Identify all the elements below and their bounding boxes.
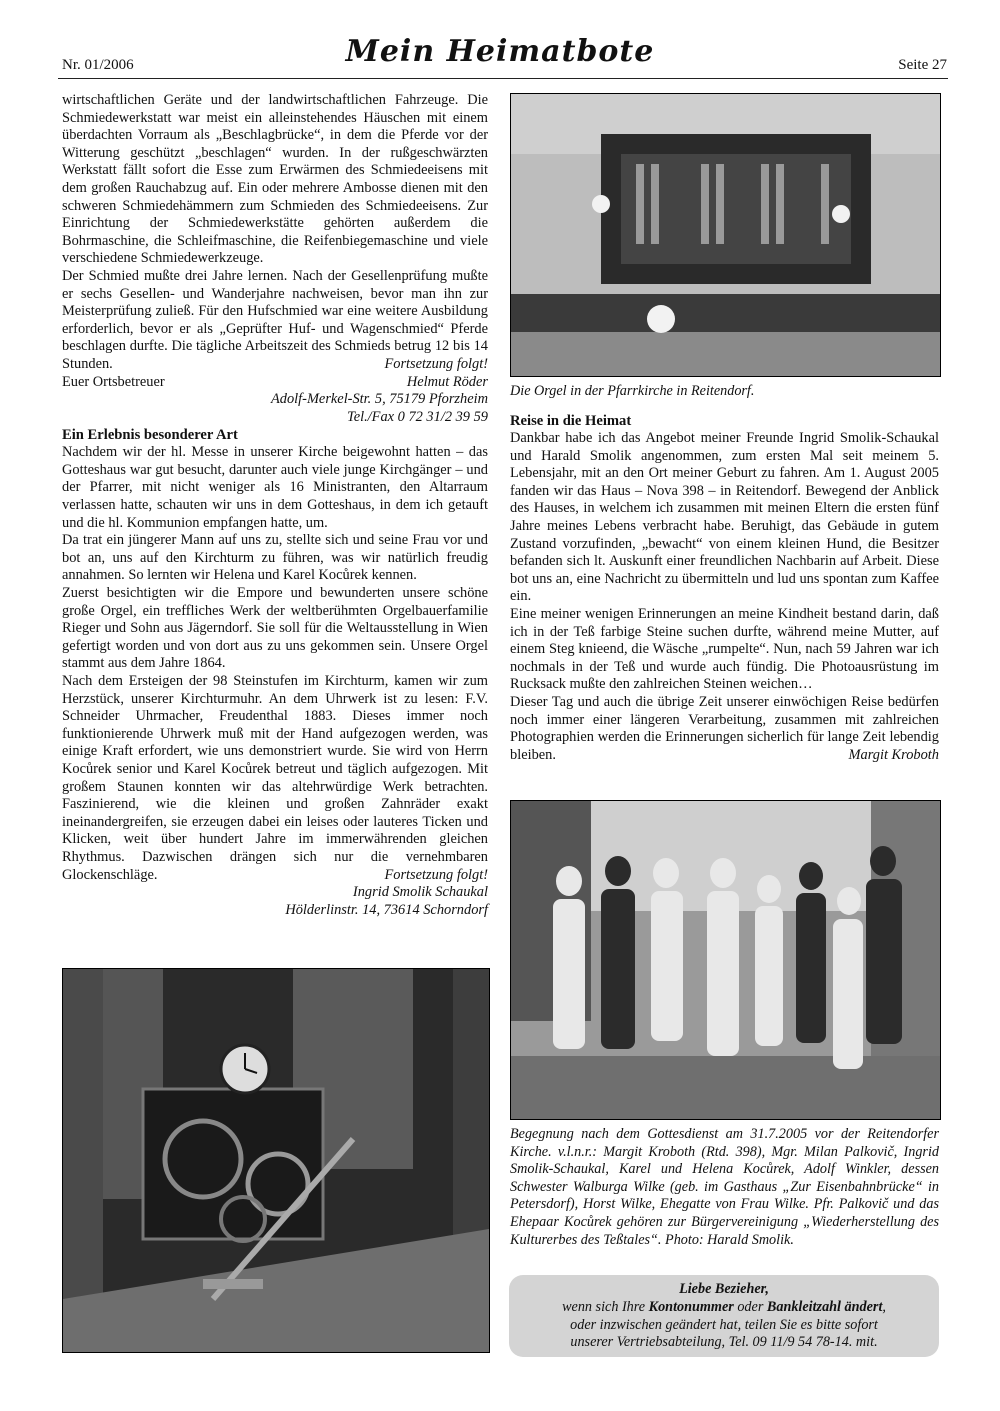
erlebnis-paragraph-4: Nach dem Ersteigen der 98 Steinstufen im Kirchturm, kamen wir zum Herzstück, unserer Kirchturmuhr. An dem Uhrwerk ist zu lesen: F.V. Schneider Uhrmacher, Freudenthal 1883. Dieses immer noch funktionierende Uhrwerk muß mit der Hand aufgezogen werden, was einige Kraft erfordert, wie uns demonstriert wurde. Sie wird von Herrn Kocůrek senior und Karel Kocůrek betreut und täglich aufgezogen. Mit großem Staunen konnten wir das altehrwürdige Werk betrachten. Faszinierend, wie die kleinen und großen Zahnräder exakt ineinandergreifen, sie erzeugen dabei ein leises oder lauteres Ticken und Klicken, weit über hundert Jahre im immerwährenden gleichen Rhythmus. Dazwischen drängen sich nur die vernehmbaren Glockenschläge. Fortsetzung folgt!: [62, 673, 488, 883]
signature-kroboth: Margit Kroboth: [848, 746, 939, 763]
subscriber-notice: [509, 1275, 939, 1357]
group-photo: [510, 800, 941, 1120]
erlebnis-paragraph-1: Nachdem wir der hl. Messe in unserer Kirche beigewohnt hatten – das Gotteshaus war gut besucht, darunter auch viele junge Kirchgänger – und der Pfarrer, mit nicht weniger als 16 Ministranten, den Altarraum verlassen hatte, schauten wir uns in dem Gotteshaus, in dem ich getauft und die hl. Kommunion empfangen hatte, um.: [62, 444, 488, 531]
smolik-address: Hölderlinstr. 14, 73614 Schorndorf: [285, 901, 488, 918]
issue-number: Nr. 01/2006: [62, 57, 134, 73]
article-heading-reise: Reise in die Heimat: [510, 413, 632, 429]
blacksmith-paragraph-1: wirtschaftlichen Geräte und der landwirtschaftlichen Fahrzeuge. Die Schmiedewerkstatt war meist ein alleinstehendes Häuschen mit einem überdachten Vorraum als „Beschlagbrücke“, in dem die Pferde vor der Witterung geschützt „beschlagen“ wurden. In der rußgeschwärzten Werkstatt fällt sofort die Esse zum Erwärmen des Schmiedeeisens mit dem großen Rauchabzug auf. Ein oder mehrere Ambosse dienen mit den schweren Schmiedehämmern zum Schmieden des Schmiedeeisens. Zur Einrichtung der Schmiedewerkstätte gehörten außerdem die Bohrmaschine, die Schleifmaschine, die Reifenbiegemaschine und viele verschiedene Schmiedewerkzeuge.: [62, 92, 488, 267]
masthead-title: Mein Heimatbote: [345, 34, 655, 69]
page-number: Seite 27: [898, 57, 947, 73]
reise-paragraph-1: Dankbar habe ich das Angebot meiner Freunde Ingrid Smolik-Schaukal und Harald Smolik angenommen, zum ersten Mal seit meinem 5. Lebensjahr, mit an den Ort meiner Geburt zu fahren. Am 1. August 2005 fanden wir das Haus – Nova 398 – in Reitendorf. Bewegend der Anblick des Hauses, in welchem ich zusammen mit meinen Eltern die ersten fünf Jahre meines Lebens verbracht habe. Beruhigt, das Gebäude in gutem Zustand vorzufinden, „bewacht“ von einem kleinen Hund, die Besitzer befanden sich lt. Auskunft einer freundlichen Nachbarin auf Arbeit. Diese bot uns an, eine Nachricht zu übermitteln und lud uns spontan zum Kaffee ein.: [510, 430, 939, 605]
signature-smolik: Ingrid Smolik Schaukal: [352, 884, 488, 901]
tower-clock-illustration: [63, 969, 489, 1352]
header-rule: [58, 78, 948, 79]
continued-note-1: Fortsetzung folgt!: [384, 355, 488, 372]
left-column: [62, 92, 488, 919]
notice-line-3: unserer Vertriebsabteilung, Tel. 09 11/9 54 78-14. mit.: [570, 1334, 878, 1351]
article-heading-erlebnis: Ein Erlebnis besonderer Art: [62, 427, 238, 444]
erlebnis-paragraph-2: Da trat ein jüngerer Mann auf uns zu, stellte sich und seine Frau vor und bot an, uns auf den Kirchturm zu führen, was wir natürlich freudig annahmen. So lernten wir Helena und Karel Kocůrek kennen.: [62, 532, 488, 584]
right-column: [510, 412, 939, 764]
ortsbetreuer-line: Euer Ortsbetreuer Helmut Röder: [62, 373, 488, 390]
notice-line-1: wenn sich Ihre Kontonummer oder Bankleitzahl ändert,: [562, 1298, 886, 1315]
notice-title: Liebe Bezieher,: [679, 1281, 769, 1297]
signature-roeder: Helmut Röder: [406, 373, 488, 390]
tower-clock-photo: [62, 968, 490, 1353]
reise-paragraph-3: Dieser Tag und auch die übrige Zeit unserer einwöchigen Reise bedürfen noch immer einer längeren Verarbeitung, zusammen mit zahlreichen Photographien werden die Erinnerungen sicherlich für lange Zeit lebendig bleiben. Margit Kroboth: [510, 693, 939, 763]
roeder-address: Adolf-Merkel-Str. 5, 75179 Pforzheim: [270, 391, 488, 408]
organ-illustration: [511, 94, 940, 376]
erlebnis-paragraph-3: Zuerst besichtigten wir die Empore und bewunderten unsere schöne große Orgel, ein treffliches Werk der weltberühmten Orgelbauerfamilie Rieger und Sohn aus Jägerndorf. Sie soll für die Weltausstellung in Wien gefertigt worden und von dort aus zu uns gekommen sein. Unsere Orgel stammt aus dem Jahre 1864.: [62, 585, 488, 672]
reise-paragraph-2: Eine meiner wenigen Erinnerungen an meine Kindheit bestand darin, daß ich in der Teß farbige Steine suchen durfte, während meine Mutter, auf einem Steg knieend, die Wäsche „rumpelte“. Nun, nach 59 Jahren war ich nochmals in der Teß und wurde auch fündig. Die Photoausrüstung im Rucksack mußte den zahlreichen Steinen weichen…: [510, 605, 939, 693]
group-illustration: [511, 801, 940, 1119]
continued-note-2: Fortsetzung folgt!: [384, 866, 488, 883]
group-caption: Begegnung nach dem Gottesdienst am 31.7.2005 vor der Reitendorfer Kirche. v.l.n.r.: Margit Kroboth (Rtd. 398), Mgr. Milan Palkovič, Ingrid Smolik-Schaukal, Karel und Helena Kocůrek, Adolf Winkler, dessen Schwester Walburga Wilke (geb. im Gasthaus „Zur Eisenbahnbrücke“ in Petersdorf), Horst Wilke, Ehegatte von Frau Wilke. Pfr. Palkovič und das Ehepaar Kocůrek gehören zur Bürgervereinigung „Wiederherstellung des Kulturerbes des Teßtales“. Photo: Harald Smolik.: [510, 1126, 939, 1248]
roeder-phone: Tel./Fax 0 72 31/2 39 59: [347, 408, 488, 425]
notice-line-2: oder inzwischen geändert hat, teilen Sie es bitte sofort: [570, 1316, 878, 1333]
organ-caption: Die Orgel in der Pfarrkirche in Reitendorf.: [510, 383, 755, 399]
organ-photo: [510, 93, 941, 377]
blacksmith-paragraph-2: Der Schmied mußte drei Jahre lernen. Nach der Gesellenprüfung mußte er sechs Gesellen- und Wanderjahre nachweisen, bevor man ihn zur Meisterprüfung zuließ. Für den Hufschmied war eine weitere Ausbildung erforderlich, bevor er als „Geprüfter Huf- und Wagenschmied“ Pferde beschlagen durfte. Die tägliche Arbeitszeit des Schmieds betrug 12 bis 14 Stunden. Fortsetzung folgt!: [62, 267, 488, 372]
